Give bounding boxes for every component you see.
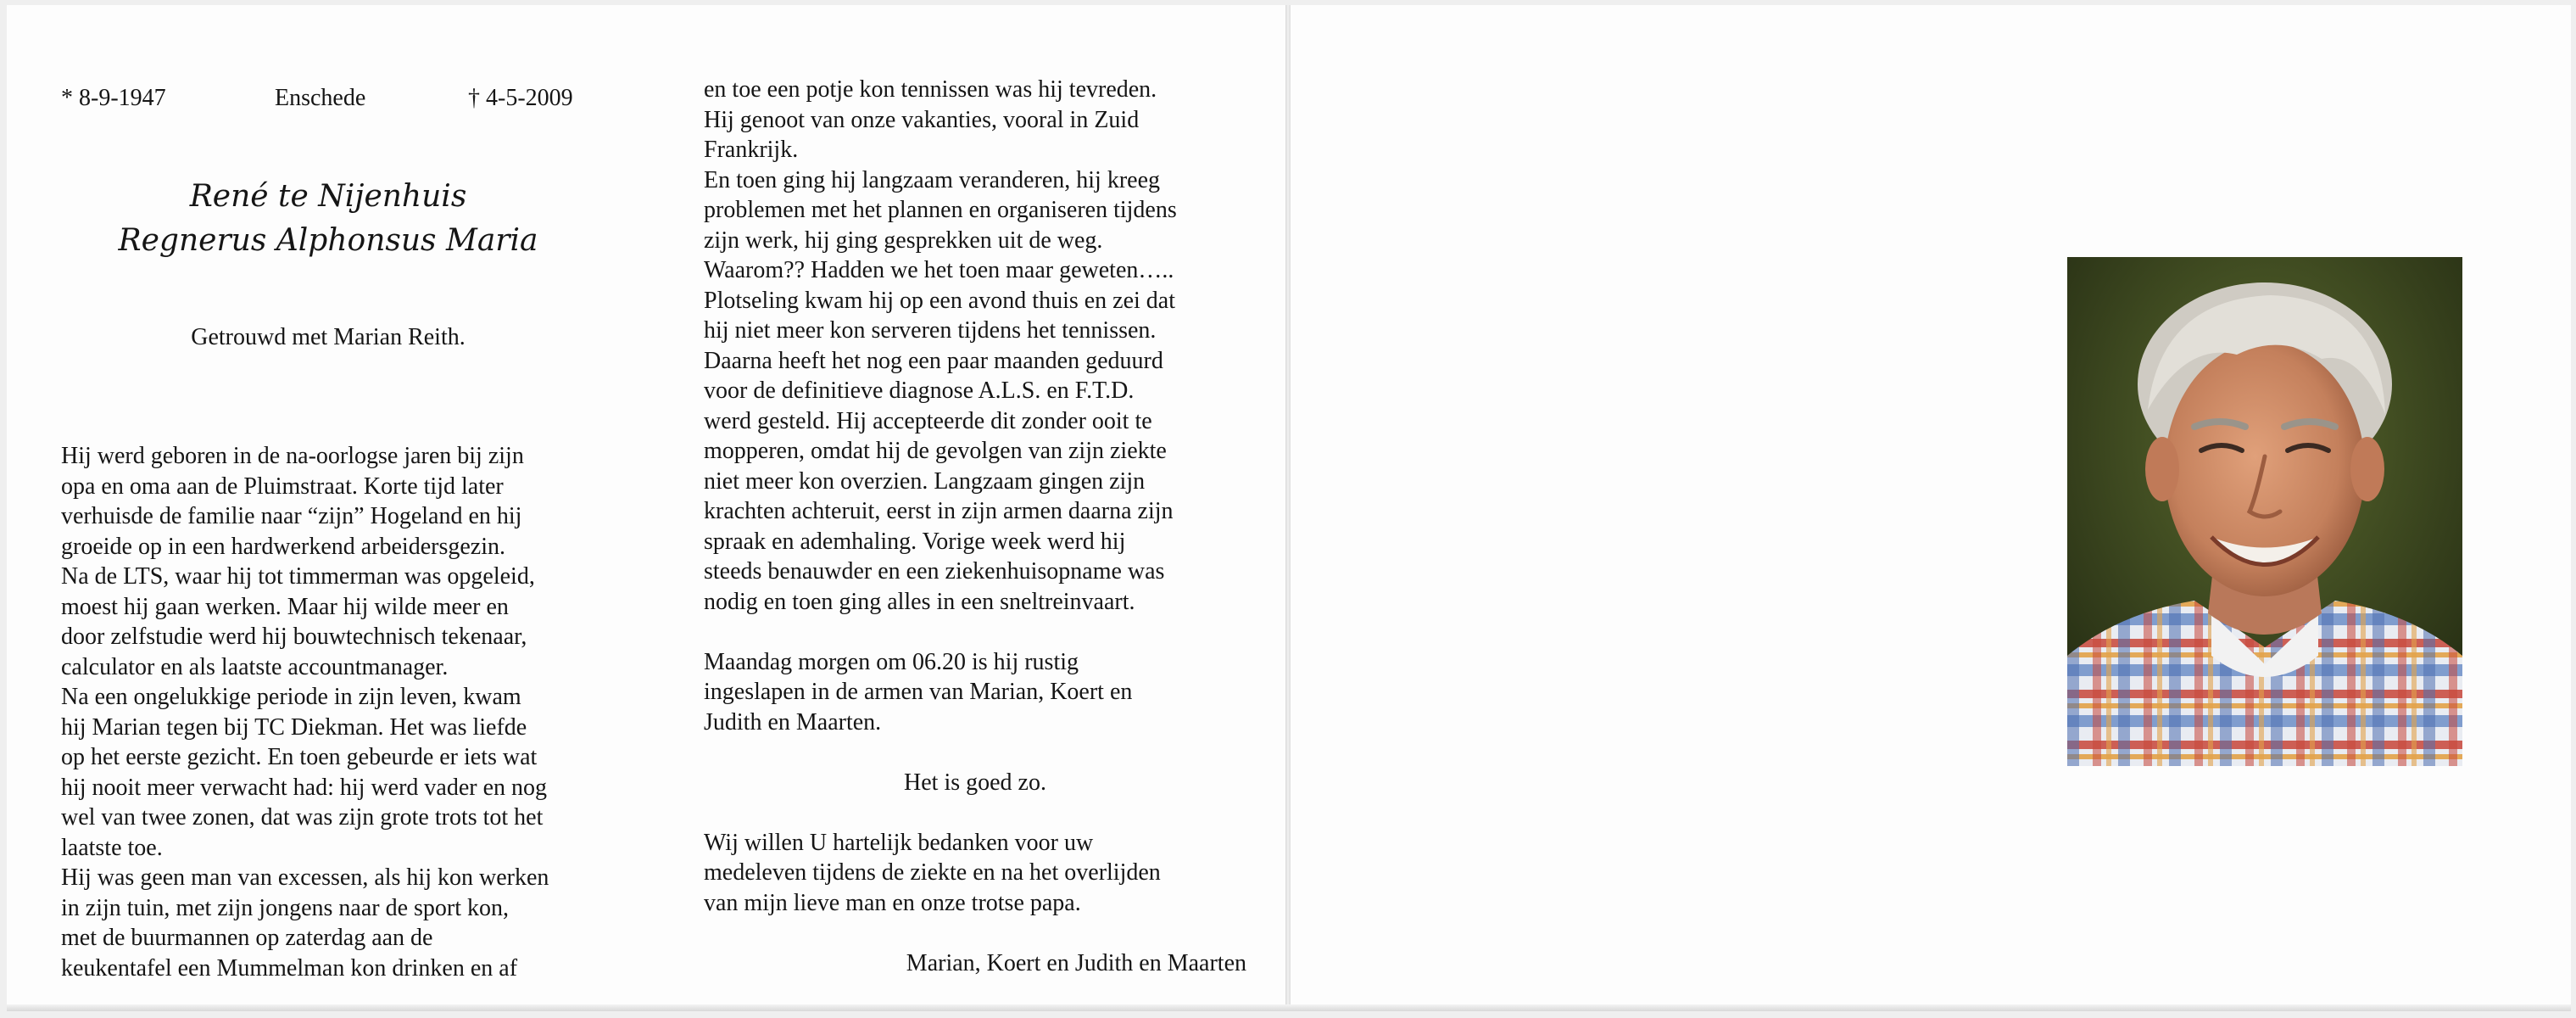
text-line: Hij genoot van onze vakanties, vooral in Zuid: [704, 106, 1140, 133]
text-line: hij nooit meer verwacht had: hij werd vader en nog: [61, 774, 548, 801]
portrait-photo: [2067, 257, 2462, 766]
text-line: verhuisde de familie naar “zijn” Hogeland en hij: [61, 503, 522, 529]
text-line: op het eerste gezicht. En toen gebeurde er iets wat: [61, 744, 538, 770]
text-line: in zijn tuin, met zijn jongens naar de sport kon,: [61, 894, 510, 921]
text-line: hij Marian tegen bij TC Diekman. Het was liefde: [61, 713, 527, 741]
text-line: wel van twee zonen, dat was zijn grote trots tot het: [61, 804, 544, 831]
text-line: opa en oma aan de Pluimstraat. Korte tijd later: [61, 473, 504, 500]
paragraph-gap: [704, 797, 1246, 828]
text-line: zijn werk, hij ging gesprekken uit de weg.: [704, 227, 1103, 254]
text-line: problemen met het plannen en organiseren tijdens: [704, 197, 1177, 223]
portrait-photo-icon: [2067, 257, 2462, 766]
text-line: moest hij gaan werken. Maar hij wilde meer en: [61, 593, 509, 620]
text-line: steeds benauwder en een ziekenhuisopname was: [704, 558, 1165, 585]
death-date: † 4-5-2009: [468, 85, 573, 111]
text-line: Judith en Maarten.: [704, 708, 882, 736]
text-line: en toe een potje kon tennissen was hij tevreden.: [704, 76, 1157, 103]
text-line: mopperen, omdat hij de gevolgen van zijn ziekte: [704, 438, 1167, 464]
text-line: spraak en ademhaling. Vorige week werd hij: [704, 528, 1126, 555]
text-line: Plotseling kwam hij op een avond thuis en zei dat: [704, 287, 1176, 314]
text-line: keukentafel een Mummelman kon drinken en af: [61, 954, 518, 982]
text-line: Hij werd geboren in de na-oorlogse jaren bij zijn: [61, 443, 524, 469]
text-line: krachten achteruit, eerst in zijn armen daarna zijn: [704, 498, 1174, 524]
text-line: hij niet meer kon serveren tijdens het tennissen.: [704, 317, 1157, 344]
card-fold: [1285, 5, 1291, 1011]
text-line: nodig en toen ging alles in een sneltreinvaart.: [704, 588, 1135, 615]
married-line: Getrouwd met Marian Reith.: [191, 324, 466, 350]
text-line: niet meer kon overzien. Langzaam gingen zijn: [704, 467, 1146, 495]
text-line: Na een ongelukkige periode in zijn leven, kwam: [61, 684, 521, 710]
paragraph-gap: [704, 737, 1246, 768]
life-dates: [61, 85, 595, 119]
birth-place: Enschede: [275, 85, 366, 111]
name-line-2: Regnerus Alphonsus Maria: [118, 223, 538, 258]
biography-column-1: [61, 441, 604, 983]
text-line: medeleven tijdens de ziekte en na het overlijden: [704, 859, 1161, 886]
text-line: Na de LTS, waar hij tot timmerman was opgeleid,: [61, 563, 535, 590]
card-edge-shadow: [7, 1004, 2571, 1011]
text-line: groeide op in een hardwerkend arbeidersgezin.: [61, 533, 505, 560]
text-line: Maandag morgen om 06.20 is hij rustig: [704, 648, 1079, 675]
text-line: door zelfstudie werd hij bouwtechnisch tekenaar,: [61, 624, 527, 650]
text-line: En toen ging hij langzaam veranderen, hij kreeg: [704, 166, 1161, 193]
biography-column-2: [704, 75, 1246, 978]
paragraph-gap: [704, 918, 1246, 948]
family-signature: Marian, Koert en Judith en Maarten: [906, 949, 1246, 976]
closing-phrase: Het is goed zo.: [904, 769, 1046, 796]
text-line: voor de definitieve diagnose A.L.S. en F.T.D.: [704, 378, 1135, 404]
name-line-1: René te Nijenhuis: [189, 179, 467, 214]
text-line: werd gesteld. Hij accepteerde dit zonder ooit te: [704, 407, 1152, 434]
text-line: Frankrijk.: [704, 137, 799, 163]
text-line: ingeslapen in de armen van Marian, Koert en: [704, 679, 1133, 705]
text-line: van mijn lieve man en onze trotse papa.: [704, 889, 1081, 916]
text-line: Hij was geen man van excessen, als hij kon werken: [61, 864, 549, 891]
text-line: met de buurmannen op zaterdag aan de: [61, 925, 433, 951]
paragraph-gap: [704, 617, 1246, 647]
text-line: laatste toe.: [61, 834, 163, 861]
birth-date: * 8-9-1947: [61, 85, 166, 111]
text-line: calculator en als laatste accountmanager.: [61, 653, 449, 680]
deceased-names: [61, 175, 595, 263]
text-line: Waarom?? Hadden we het toen maar geweten…..: [704, 257, 1174, 283]
text-line: Wij willen U hartelijk bedanken voor uw: [704, 829, 1094, 856]
text-line: Daarna heeft het nog een paar maanden geduurd: [704, 347, 1163, 374]
